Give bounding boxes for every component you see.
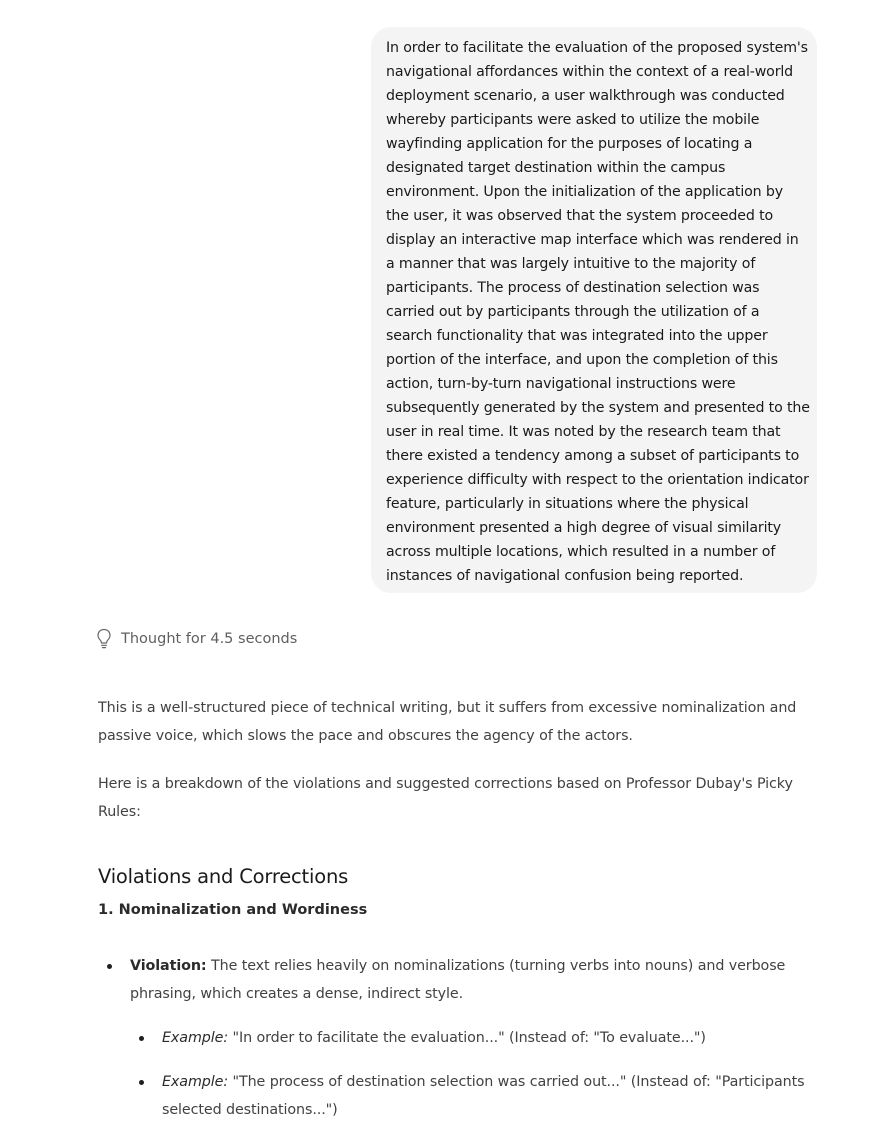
user-message-line: search functionality that was integrated into the upper xyxy=(386,328,768,344)
user-message-line: navigational affordances within the context of a real-world xyxy=(386,64,794,80)
violation-text-continued: phrasing, which creates a dense, indirect style. xyxy=(130,986,464,1002)
user-message-line: whereby participants were asked to utilize the mobile xyxy=(386,112,760,128)
bullet-dot xyxy=(139,1036,144,1041)
user-message-line: subsequently generated by the system and presented to the xyxy=(386,400,810,416)
user-message-line: participants. The process of destination selection was xyxy=(386,280,760,296)
intro-line: passive voice, which slows the pace and obscures the agency of the actors. xyxy=(98,728,633,744)
user-message-line: user in real time. It was noted by the research team that xyxy=(386,424,781,440)
user-message-line: a manner that was largely intuitive to the majority of xyxy=(386,256,756,272)
breakdown-line: Rules: xyxy=(98,804,141,820)
example-label: Example: xyxy=(162,1074,229,1090)
example-text: "The process of destination selection was carried out..." (Instead of: "Participants xyxy=(228,1074,805,1090)
user-message-line: instances of navigational confusion being reported. xyxy=(386,568,744,584)
intro-paragraph xyxy=(98,694,798,750)
violation-text: The text relies heavily on nominalizations (turning verbs into nouns) and verbose xyxy=(206,958,786,974)
thought-label: Thought for 4.5 seconds xyxy=(121,631,298,647)
list-item-example xyxy=(98,1068,805,1124)
thought-toggle[interactable] xyxy=(96,627,297,651)
lightbulb-icon xyxy=(96,628,112,650)
subsection-heading: 1. Nominalization and Wordiness xyxy=(98,902,368,918)
user-message-line: feature, particularly in situations where the physical xyxy=(386,496,749,512)
violation-label: Violation: xyxy=(130,958,207,974)
user-message-line: action, turn-by-turn navigational instructions were xyxy=(386,376,736,392)
example-text: "In order to facilitate the evaluation..." (Instead of: "To evaluate...") xyxy=(228,1030,706,1046)
user-message-line: experience difficulty with respect to the orientation indicator xyxy=(386,472,809,488)
user-message-line: wayfinding application for the purposes of locating a xyxy=(386,136,753,152)
user-message-bubble xyxy=(371,27,817,593)
example-label: Example: xyxy=(162,1030,229,1046)
example-text-continued: selected destinations...") xyxy=(162,1102,338,1118)
user-message-line: environment. Upon the initialization of the application by xyxy=(386,184,783,200)
breakdown-paragraph xyxy=(98,770,798,826)
breakdown-line: Here is a breakdown of the violations and suggested corrections based on Professor Dubay's Picky xyxy=(98,776,793,792)
user-message-line: portion of the interface, and upon the completion of this xyxy=(386,352,778,368)
user-message-line: In order to facilitate the evaluation of the proposed system's xyxy=(386,40,808,56)
user-message-line: deployment scenario, a user walkthrough was conducted xyxy=(386,88,785,104)
list-item-violation xyxy=(98,952,798,1008)
user-message-line: designated target destination within the campus xyxy=(386,160,726,176)
user-message-line: environment presented a high degree of visual similarity xyxy=(386,520,782,536)
bullet-dot xyxy=(139,1080,144,1085)
user-message-line: the user, it was observed that the system proceeded to xyxy=(386,208,774,224)
section-heading: Violations and Corrections xyxy=(98,865,349,888)
list-item-example xyxy=(98,1024,798,1052)
user-message-line: carried out by participants through the utilization of a xyxy=(386,304,760,320)
user-message-line: across multiple locations, which resulted in a number of xyxy=(386,544,776,560)
intro-line: This is a well-structured piece of technical writing, but it suffers from excessive nominalization and xyxy=(98,700,797,716)
user-message-line: there existed a tendency among a subset of participants to xyxy=(386,448,800,464)
bullet-dot xyxy=(107,964,112,969)
assistant-response xyxy=(98,694,805,1124)
user-message-line: display an interactive map interface which was rendered in xyxy=(386,232,799,248)
